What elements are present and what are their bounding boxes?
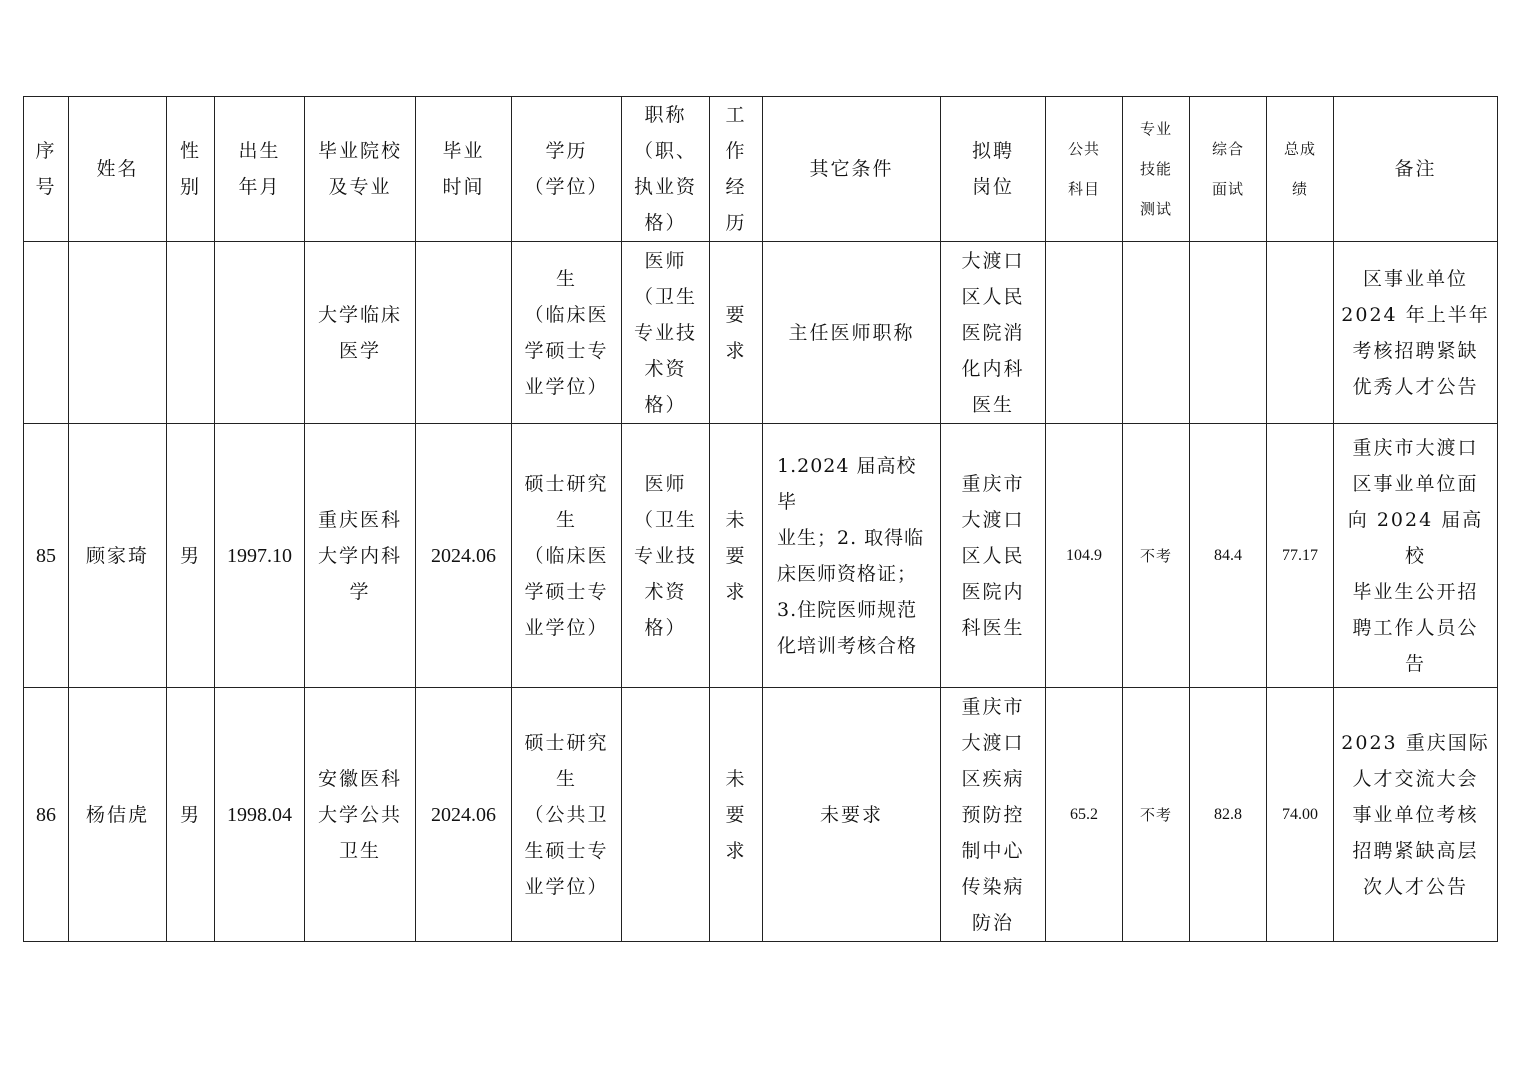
header-birth: 出生 年月 <box>215 97 305 242</box>
cell-public <box>1046 242 1123 424</box>
cell-gender: 男 <box>167 424 215 688</box>
cell-birth: 1998.04 <box>215 688 305 942</box>
cell-school: 重庆医科 大学内科 学 <box>305 424 416 688</box>
cell-no: 86 <box>24 688 69 942</box>
cell-degree: 硕士研究 生 （临床医 学硕士专 业学位） <box>512 424 622 688</box>
cell-name <box>69 242 167 424</box>
cell-skill: 不考 <box>1123 688 1190 942</box>
cell-remark: 2023 重庆国际 人才交流大会 事业单位考核 招聘紧缺高层 次人才公告 <box>1334 688 1498 942</box>
header-school: 毕业院校 及专业 <box>305 97 416 242</box>
header-grad-time: 毕业 时间 <box>416 97 512 242</box>
header-experience: 工 作 经 历 <box>710 97 763 242</box>
cell-public: 104.9 <box>1046 424 1123 688</box>
cell-school: 安徽医科 大学公共 卫生 <box>305 688 416 942</box>
table-row-continued <box>24 242 1498 424</box>
header-row <box>24 97 1498 242</box>
header-title: 职称 （职、 执业资 格） <box>622 97 710 242</box>
cell-birth <box>215 242 305 424</box>
header-conditions: 其它条件 <box>763 97 941 242</box>
header-no: 序 号 <box>24 97 69 242</box>
cell-post: 重庆市 大渡口 区人民 医院内 科医生 <box>941 424 1046 688</box>
cell-interview: 84.4 <box>1190 424 1267 688</box>
cell-remark: 区事业单位 2024 年上半年 考核招聘紧缺 优秀人才公告 <box>1334 242 1498 424</box>
cell-title <box>622 688 710 942</box>
header-total: 总成 绩 <box>1267 97 1334 242</box>
cell-public: 65.2 <box>1046 688 1123 942</box>
header-post: 拟聘 岗位 <box>941 97 1046 242</box>
cell-conditions: 未要求 <box>763 688 941 942</box>
cell-post: 大渡口 区人民 医院消 化内科 医生 <box>941 242 1046 424</box>
cell-title: 医师 （卫生 专业技 术资 格） <box>622 424 710 688</box>
cell-total: 77.17 <box>1267 424 1334 688</box>
cell-total <box>1267 242 1334 424</box>
cell-school: 大学临床 医学 <box>305 242 416 424</box>
header-gender: 性 别 <box>167 97 215 242</box>
cell-grad-time: 2024.06 <box>416 688 512 942</box>
cell-interview: 82.8 <box>1190 688 1267 942</box>
cell-remark: 重庆市大渡口 区事业单位面 向 2024 届高校 毕业生公开招 聘工作人员公 告 <box>1334 424 1498 688</box>
cell-gender <box>167 242 215 424</box>
cell-birth: 1997.10 <box>215 424 305 688</box>
cell-grad-time: 2024.06 <box>416 424 512 688</box>
cell-skill: 不考 <box>1123 424 1190 688</box>
cell-interview <box>1190 242 1267 424</box>
cell-experience: 要 求 <box>710 242 763 424</box>
cell-total: 74.00 <box>1267 688 1334 942</box>
cell-name: 杨佶虎 <box>69 688 167 942</box>
cell-grad-time <box>416 242 512 424</box>
cell-skill <box>1123 242 1190 424</box>
cell-gender: 男 <box>167 688 215 942</box>
header-interview: 综合 面试 <box>1190 97 1267 242</box>
header-skill: 专业 技能 测试 <box>1123 97 1190 242</box>
cell-no: 85 <box>24 424 69 688</box>
cell-experience: 未 要 求 <box>710 424 763 688</box>
header-remark: 备注 <box>1334 97 1498 242</box>
cell-no <box>24 242 69 424</box>
cell-conditions: 主任医师职称 <box>763 242 941 424</box>
cell-experience: 未 要 求 <box>710 688 763 942</box>
table-row <box>24 424 1498 688</box>
cell-post: 重庆市 大渡口 区疾病 预防控 制中心 传染病 防治 <box>941 688 1046 942</box>
candidate-table <box>23 96 1498 942</box>
header-public: 公共 科目 <box>1046 97 1123 242</box>
header-name: 姓名 <box>69 97 167 242</box>
cell-title: 医师 （卫生 专业技 术资 格） <box>622 242 710 424</box>
cell-degree: 硕士研究 生 （公共卫 生硕士专 业学位） <box>512 688 622 942</box>
cell-name: 顾家琦 <box>69 424 167 688</box>
cell-degree: 生 （临床医 学硕士专 业学位） <box>512 242 622 424</box>
table-row <box>24 688 1498 942</box>
header-degree: 学历 （学位） <box>512 97 622 242</box>
cell-conditions: 1.2024 届高校毕 业生；2. 取得临 床医师资格证； 3.住院医师规范 化培训考核合格 <box>763 424 941 688</box>
